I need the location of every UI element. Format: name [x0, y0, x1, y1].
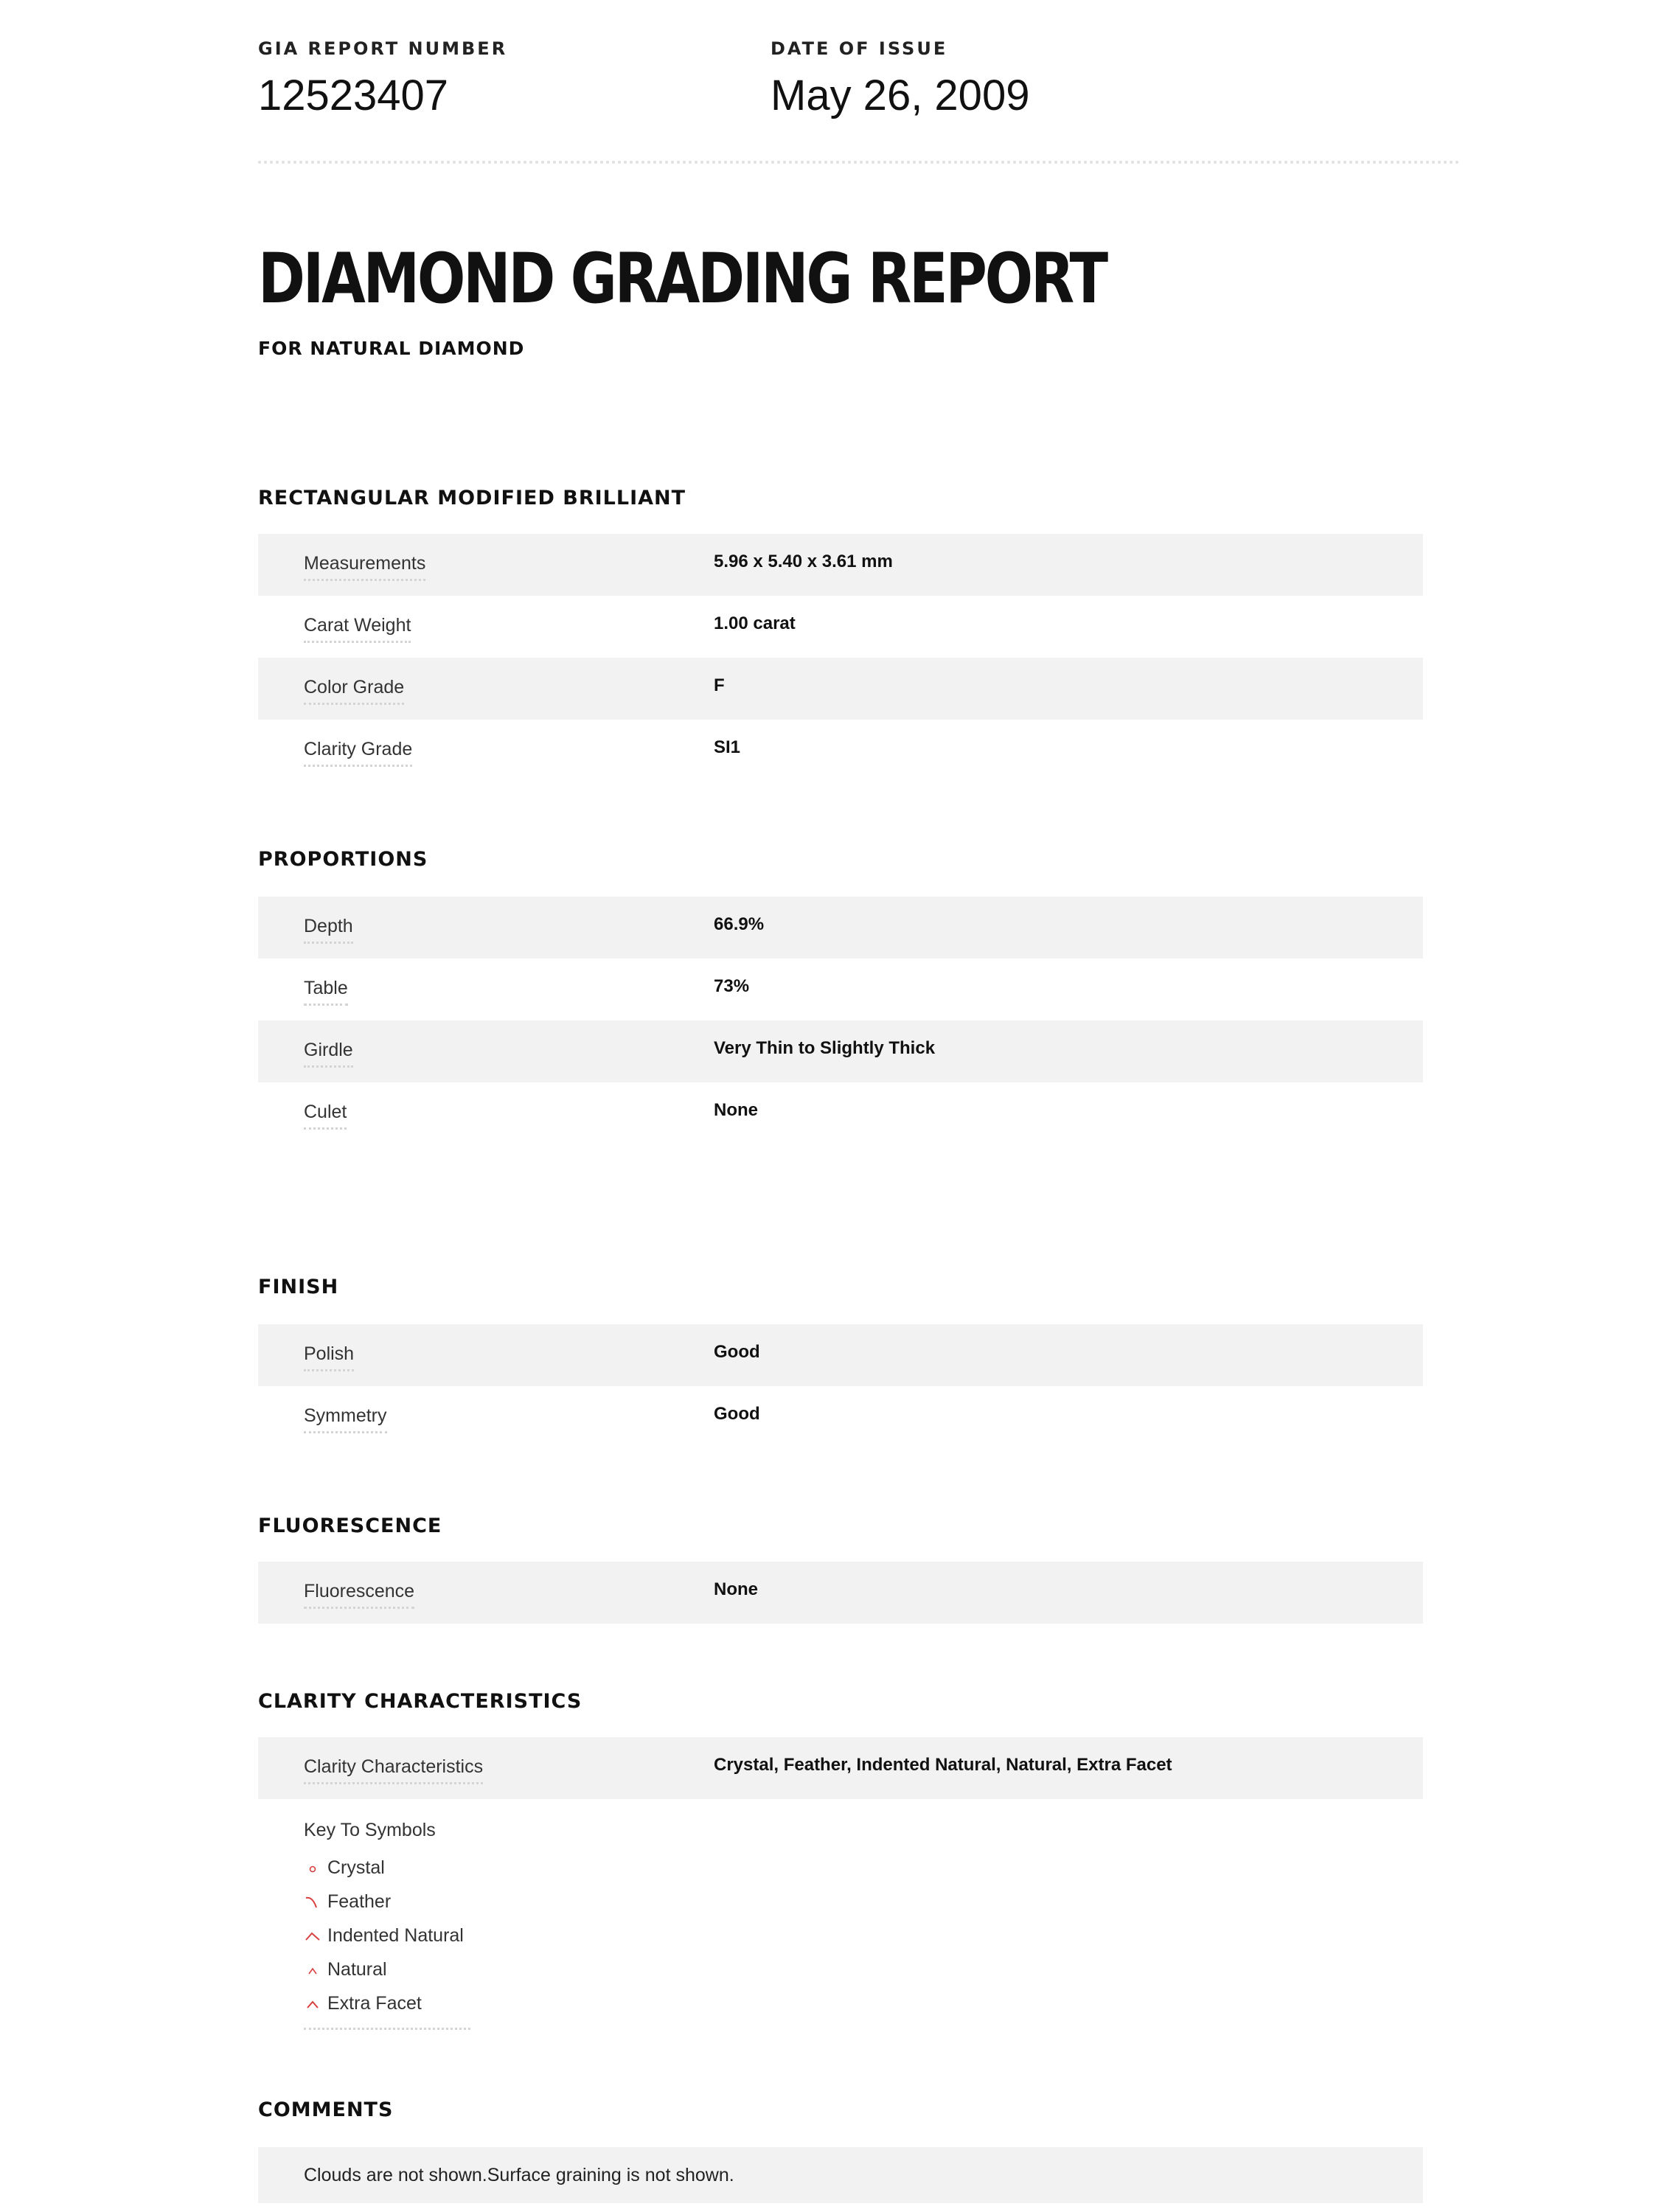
row-label: Symmetry [304, 1405, 387, 1433]
proportions-section-title: PROPORTIONS [258, 848, 428, 871]
row-value: Very Thin to Slightly Thick [714, 1038, 936, 1058]
key-to-symbols-title: Key To Symbols [304, 1820, 436, 1840]
key-to-symbols-list [304, 1851, 470, 2030]
row-label: Measurements [304, 553, 425, 581]
symbol-item-crystal [304, 1851, 470, 1885]
depth-row [258, 897, 1423, 959]
row-label: Clarity Grade [304, 739, 412, 767]
table-row [258, 959, 1423, 1020]
row-label: Polish [304, 1343, 354, 1371]
shape-section-title: RECTANGULAR MODIFIED BRILLIANT [258, 487, 686, 509]
symbol-item-natural [304, 1952, 470, 1986]
report-number-label: GIA REPORT NUMBER [258, 38, 508, 59]
row-value: None [714, 1100, 758, 1120]
symbol-label: Feather [327, 1891, 392, 1912]
row-value: 5.96 x 5.40 x 3.61 mm [714, 552, 893, 571]
row-value: 66.9% [714, 914, 765, 934]
row-label: Carat Weight [304, 615, 411, 643]
row-value: Crystal, Feather, Indented Natural, Natural, Extra Facet [714, 1755, 1172, 1775]
comments-text: Clouds are not shown.Surface graining is not shown. [304, 2165, 734, 2185]
symbol-item-feather [304, 1885, 470, 1919]
row-value: 1.00 carat [714, 613, 796, 633]
fluorescence-row [258, 1562, 1423, 1624]
symbol-item-indented-natural [304, 1919, 470, 1952]
symmetry-row [258, 1386, 1423, 1448]
symbol-label: Crystal [327, 1857, 385, 1878]
row-value: Good [714, 1404, 760, 1424]
finish-section-title: FINISH [258, 1276, 339, 1298]
row-label: Culet [304, 1102, 347, 1130]
clarity-characteristics-section-title: CLARITY CHARACTERISTICS [258, 1690, 582, 1713]
row-label: Clarity Characteristics [304, 1756, 483, 1784]
natural-symbol-icon [304, 1961, 321, 1978]
symbol-label: Indented Natural [327, 1924, 464, 1946]
report-title: DIAMOND GRADING REPORT [258, 239, 1106, 319]
header-divider [258, 161, 1460, 164]
row-value: Good [714, 1342, 760, 1362]
fluorescence-section-title: FLUORESCENCE [258, 1514, 442, 1537]
measurements-row [258, 534, 1423, 596]
row-value: None [714, 1579, 758, 1599]
indented-natural-symbol-icon [304, 1927, 321, 1944]
culet-row [258, 1082, 1423, 1144]
clarity-grade-row [258, 720, 1423, 782]
row-label: Fluorescence [304, 1581, 414, 1609]
date-of-issue: May 26, 2009 [771, 72, 1030, 119]
polish-row [258, 1324, 1423, 1386]
comments-section-title: COMMENTS [258, 2098, 394, 2121]
symbol-label: Extra Facet [327, 1992, 422, 2014]
clarity-characteristics-row [258, 1737, 1423, 1799]
row-value: 73% [714, 976, 750, 996]
row-label: Table [304, 978, 348, 1006]
symbol-label: Natural [327, 1958, 387, 1980]
report-subtitle: FOR NATURAL DIAMOND [258, 338, 525, 359]
girdle-row [258, 1020, 1423, 1082]
report-number: 12523407 [258, 72, 449, 119]
comments-row [258, 2147, 1423, 2203]
row-label: Color Grade [304, 677, 404, 705]
crystal-symbol-icon [304, 1859, 321, 1877]
feather-symbol-icon [304, 1893, 321, 1910]
color-grade-row [258, 658, 1423, 720]
row-label: Girdle [304, 1040, 353, 1068]
date-of-issue-label: DATE OF ISSUE [771, 38, 948, 59]
row-value: SI1 [714, 737, 741, 757]
symbol-item-extra-facet [304, 1986, 470, 2020]
row-value: F [714, 675, 725, 695]
extra-facet-symbol-icon [304, 1994, 321, 2012]
row-label: Depth [304, 916, 353, 944]
carat-weight-row [258, 596, 1423, 658]
